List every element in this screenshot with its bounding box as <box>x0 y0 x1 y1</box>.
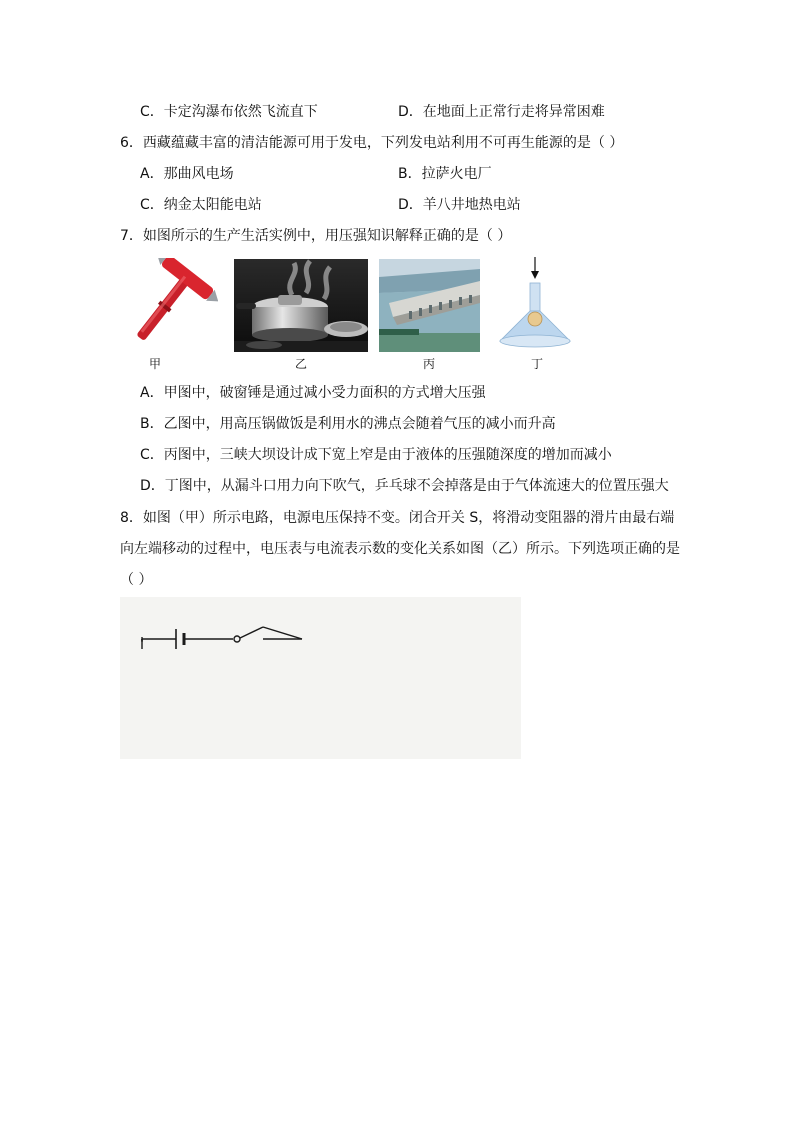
q7-option-c[interactable]: C．丙图中，三峡大坝设计成下宽上窄是由于液体的压强随深度的增加而减小 <box>140 447 612 463</box>
q7-option-a[interactable]: A．甲图中，破窗锤是通过减小受力面积的方式增大压强 <box>140 385 486 401</box>
q5-option-c[interactable]: C．卡定沟瀑布依然飞流直下 <box>140 104 318 120</box>
q7-option-b[interactable]: B．乙图中，用高压锅做饭是利用水的沸点会随着气压的减小而升高 <box>140 416 556 432</box>
fig-label-jia: 甲 <box>148 357 161 371</box>
q7-stem: 7．如图所示的生产生活实例中，用压强知识解释正确的是（ ） <box>120 228 512 244</box>
q6-option-a[interactable]: A．那曲风电场 <box>140 166 234 182</box>
q8-stem-line3: （ ） <box>120 572 153 588</box>
q6-option-b[interactable]: B．拉萨火电厂 <box>398 166 492 182</box>
q6-option-c[interactable]: C．纳金太阳能电站 <box>140 197 262 213</box>
circuit-diagram <box>120 597 320 759</box>
fig-label-yi: 乙 <box>294 357 307 371</box>
fig-label-bing: 丙 <box>422 357 435 371</box>
q5-option-d[interactable]: D．在地面上正常行走将异常困难 <box>398 104 605 120</box>
pressure-cooker-image <box>234 259 368 352</box>
three-gorges-dam-image <box>379 259 480 352</box>
fig-label-ding: 丁 <box>530 357 543 371</box>
q6-option-d[interactable]: D．羊八井地热电站 <box>398 197 521 213</box>
q8-stem-line2: 向左端移动的过程中，电压表与电流表示数的变化关系如图（乙）所示。下列选项正确的是 <box>120 541 680 557</box>
q8-figure-scan <box>120 597 521 759</box>
q8-stem-line1: 8．如图（甲）所示电路，电源电压保持不变。闭合开关 S，将滑动变阻器的滑片由最右端 <box>120 510 675 526</box>
q7-option-d[interactable]: D．丁图中，从漏斗口用力向下吹气，乒乓球不会掉落是由于气体流速大的位置压强大 <box>140 478 669 494</box>
q6-stem: 6．西藏蕴藏丰富的清洁能源可用于发电，下列发电站利用不可再生能源的是（ ） <box>120 135 624 151</box>
funnel-ball-image <box>498 255 574 352</box>
hammer-image <box>118 258 218 350</box>
